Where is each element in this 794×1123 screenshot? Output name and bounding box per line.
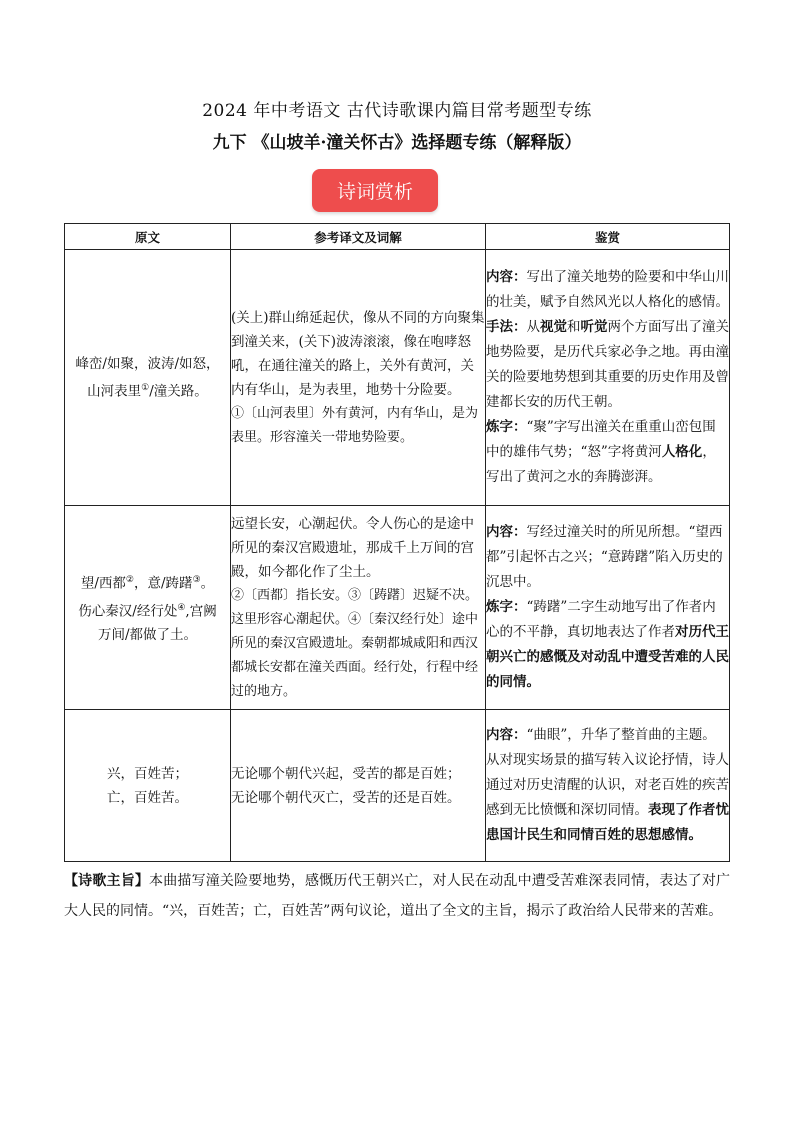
footnote-marker: ② [125, 575, 134, 585]
content-label: 内容： [486, 269, 527, 285]
wording-label: 炼字： [486, 419, 527, 435]
poem-table [64, 223, 730, 862]
table-row [65, 250, 730, 506]
poem-theme [64, 866, 730, 926]
wording-bold: 对历代王朝兴亡的感慨及对动乱中遭受苦难的人民的同情。 [486, 624, 729, 690]
translation-text: (关上)群山绵延起伏，像从不同的方向聚集到潼关来，(关下)波涛滚滚，像在咆哮怒吼，在通往潼关的路上，关外有黄河，关内有华山，是为表里，地势十分险要。 [231, 309, 485, 398]
translation-cell [231, 710, 486, 862]
content-label: 内容： [486, 727, 527, 743]
original-line: 伤心秦汉/经行处 [78, 603, 178, 619]
content-label: 内容： [486, 524, 527, 540]
technique-text: 两个方面写出了潼关地势险要，是历代兵家必争之地。再由潼关的险要地势想到其重要的历史作用及曾建都长安的历代王朝。 [486, 319, 729, 410]
translation-text: 无论哪个朝代灭亡，受苦的还是百姓。 [231, 789, 461, 806]
technique-label: 手法： [486, 319, 527, 335]
document-title: 2024 年中考语文 古代诗歌课内篇目常考题型专练 [202, 101, 592, 121]
table-row [65, 710, 730, 862]
section-badge: 诗词赏析 [312, 169, 438, 212]
wording-text: ，写出了黄河之水的奔腾澎湃。 [486, 444, 716, 485]
original-line: /潼关路。 [149, 383, 208, 400]
table-row [65, 506, 730, 710]
appreciation-cell [486, 250, 730, 506]
content-bold: 表现了作者忧患国计民生和同情百姓的思想感情。 [486, 802, 729, 843]
original-text-cell [65, 710, 231, 862]
footnote-marker: ③ [192, 575, 201, 585]
theme-label: 【诗歌主旨】 [64, 873, 150, 889]
content-text: 写出了潼关地势的险要和中华山川的壮美，赋予自然风光以人格化的感情。 [486, 269, 729, 310]
technique-text: 从 [526, 319, 540, 335]
original-text-cell [65, 250, 231, 506]
technique-bold: 听觉 [580, 319, 608, 335]
wording-text: “踌躇”二字生动地写出了作者内心的不平静，真切地表达了作者 [486, 599, 716, 640]
original-line: 亡，百姓苦。 [107, 789, 188, 806]
translation-text: 远望长安，心潮起伏。令人伤心的是途中所见的秦汉宫殿遗址，那成千上万间的宫殿，如今都化作了尘土。 [231, 515, 474, 580]
annotation-text: ①〔山河表里〕外有黄河，内有华山，是为表里。形容潼关一带地势险要。 [231, 405, 479, 445]
wording-bold: 人格化 [661, 444, 703, 460]
original-line: 。 [200, 575, 215, 592]
theme-text: 本曲描写潼关险要地势，感慨历代王朝兴亡，对人民在动乱中遭受苦难深表同情，表达了对广大人民的同情。“兴，百姓苦；亡，百姓苦”两句议论，道出了全文的主旨，揭示了政治给人民带来的苦难。 [64, 873, 731, 919]
wording-label: 炼字： [486, 599, 527, 615]
original-line: ，意/踌躇 [134, 575, 193, 592]
translation-cell [231, 506, 486, 710]
wording-text: “聚”字写出潼关在重重山峦包围中的雄伟气势；“怒”字将黄河 [486, 419, 716, 460]
original-text-cell [65, 506, 231, 710]
technique-text: 和 [567, 319, 581, 335]
footnote-marker: ④ [177, 602, 186, 613]
table-header-row [65, 224, 730, 250]
original-line: 山河表里 [87, 383, 142, 400]
annotation-text: ②〔西都〕指长安。③〔踌躇〕迟疑不决。这里形容心潮起伏。④〔秦汉经行处〕途中所见的秦汉宫殿遗址。秦朝都城咸阳和西汉都城长安都在潼关西面。经行处，行程中经过的地方。 [231, 587, 479, 699]
technique-bold: 视觉 [540, 319, 567, 335]
translation-text: 无论哪个朝代兴起，受苦的都是百姓； [231, 765, 461, 782]
original-line: 兴，百姓苦； [107, 765, 188, 782]
original-line: 峰峦/如聚，波涛/如怒， [75, 355, 220, 372]
translation-cell [231, 250, 486, 506]
header-translation: 参考译文及词解 [231, 224, 486, 250]
footnote-marker: ① [141, 382, 150, 393]
original-line: ,宫阙 [185, 603, 217, 619]
appreciation-cell [486, 506, 730, 710]
original-line: 望/西都 [80, 575, 126, 592]
content-text: “曲眼”，升华了整首曲的主题。从对现实场景的描写转入议论抒情，诗人通过对历史清醒的认识，对老百姓的疾苦感到无比愤慨和深切同情。 [486, 727, 729, 818]
content-text: 写经过潼关时的所见所想。“望西都”引起怀古之兴；“意踌躇”陷入历史的沉思中。 [486, 524, 723, 590]
header-original: 原文 [65, 224, 231, 250]
appreciation-cell [486, 710, 730, 862]
document-subtitle: 九下 《山坡羊·潼关怀古》选择题专练（解释版） [212, 133, 582, 153]
original-line: 万间/都做了土。 [97, 627, 198, 643]
header-appreciation: 鉴赏 [486, 224, 730, 250]
